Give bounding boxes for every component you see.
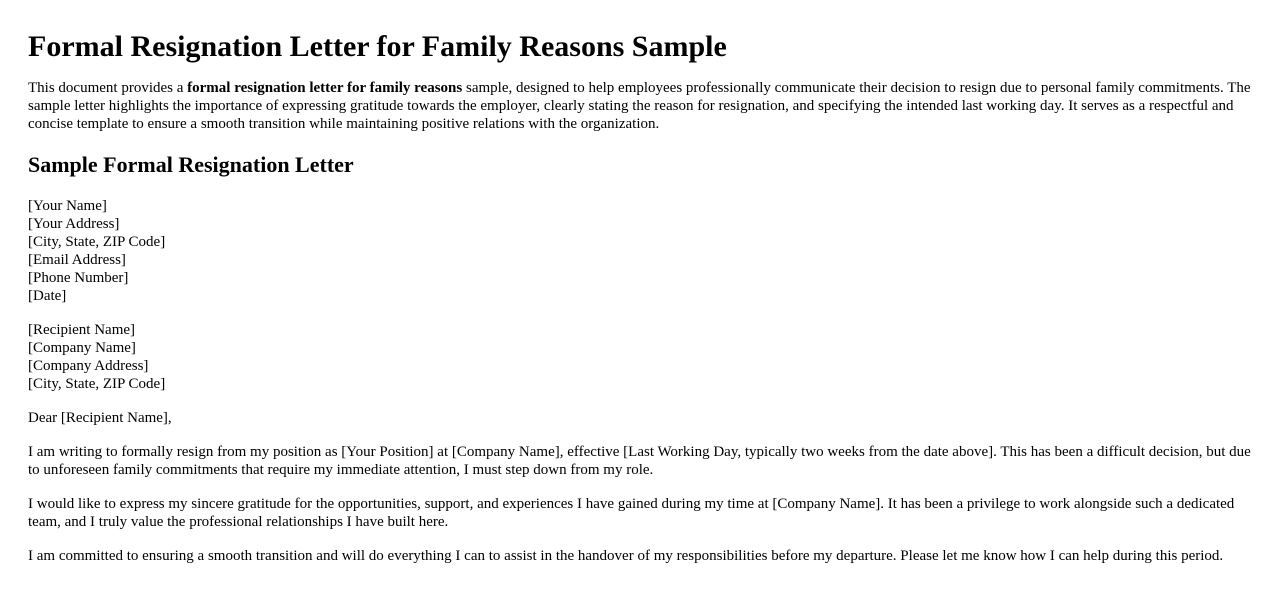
sender-address-block bbox=[28, 197, 1256, 305]
sender-name: [Your Name] bbox=[28, 198, 107, 214]
sender-address: [Your Address] bbox=[28, 216, 120, 232]
body-paragraph-resignation: I am writing to formally resign from my position as [Your Position] at [Company Name], effective [Last Working Day, typically two weeks from the date above]. This has been a difficult decision, but due to unforeseen family commitments that require my immediate attention, I must step down from my role. bbox=[28, 444, 1251, 478]
recipient-company: [Company Name] bbox=[28, 340, 136, 356]
intro-text-end: sample, designed to help employees professionally communicate their decision to resign due to personal family commitments. The sample letter highlights the importance of expressing gratitude towards the employer, clearly stating the reason for resignation, and specifying the intended last working day. It serves as a respectful and concise template to ensure a smooth transition while maintaining positive relations with the organization. bbox=[28, 80, 1251, 132]
body-paragraph-transition: I am committed to ensuring a smooth transition and will do everything I can to assist in the handover of my responsibilities before my departure. Please let me know how I can help during this period. bbox=[28, 548, 1224, 564]
section-heading: Sample Formal Resignation Letter bbox=[28, 152, 354, 177]
intro-text-start: This document provides a bbox=[28, 80, 188, 96]
page-title: Formal Resignation Letter for Family Reasons Sample bbox=[28, 30, 727, 63]
body-paragraph-gratitude: I would like to express my sincere gratitude for the opportunities, support, and experiences I have gained during my time at [Company Name]. It has been a privilege to work alongside such a dedicated team, and I truly value the professional relationships I have built here. bbox=[28, 496, 1235, 530]
sender-email: [Email Address] bbox=[28, 252, 126, 268]
intro-bold-phrase: formal resignation letter for family reasons bbox=[187, 80, 463, 96]
recipient-company-address: [Company Address] bbox=[28, 358, 149, 374]
intro-paragraph bbox=[28, 79, 1256, 133]
recipient-name: [Recipient Name] bbox=[28, 322, 136, 338]
recipient-city-state-zip: [City, State, ZIP Code] bbox=[28, 376, 166, 392]
sender-phone: [Phone Number] bbox=[28, 270, 129, 286]
recipient-address-block bbox=[28, 321, 1256, 393]
letter-date: [Date] bbox=[28, 288, 67, 304]
salutation: Dear [Recipient Name], bbox=[28, 410, 172, 426]
sender-city-state-zip: [City, State, ZIP Code] bbox=[28, 234, 166, 250]
